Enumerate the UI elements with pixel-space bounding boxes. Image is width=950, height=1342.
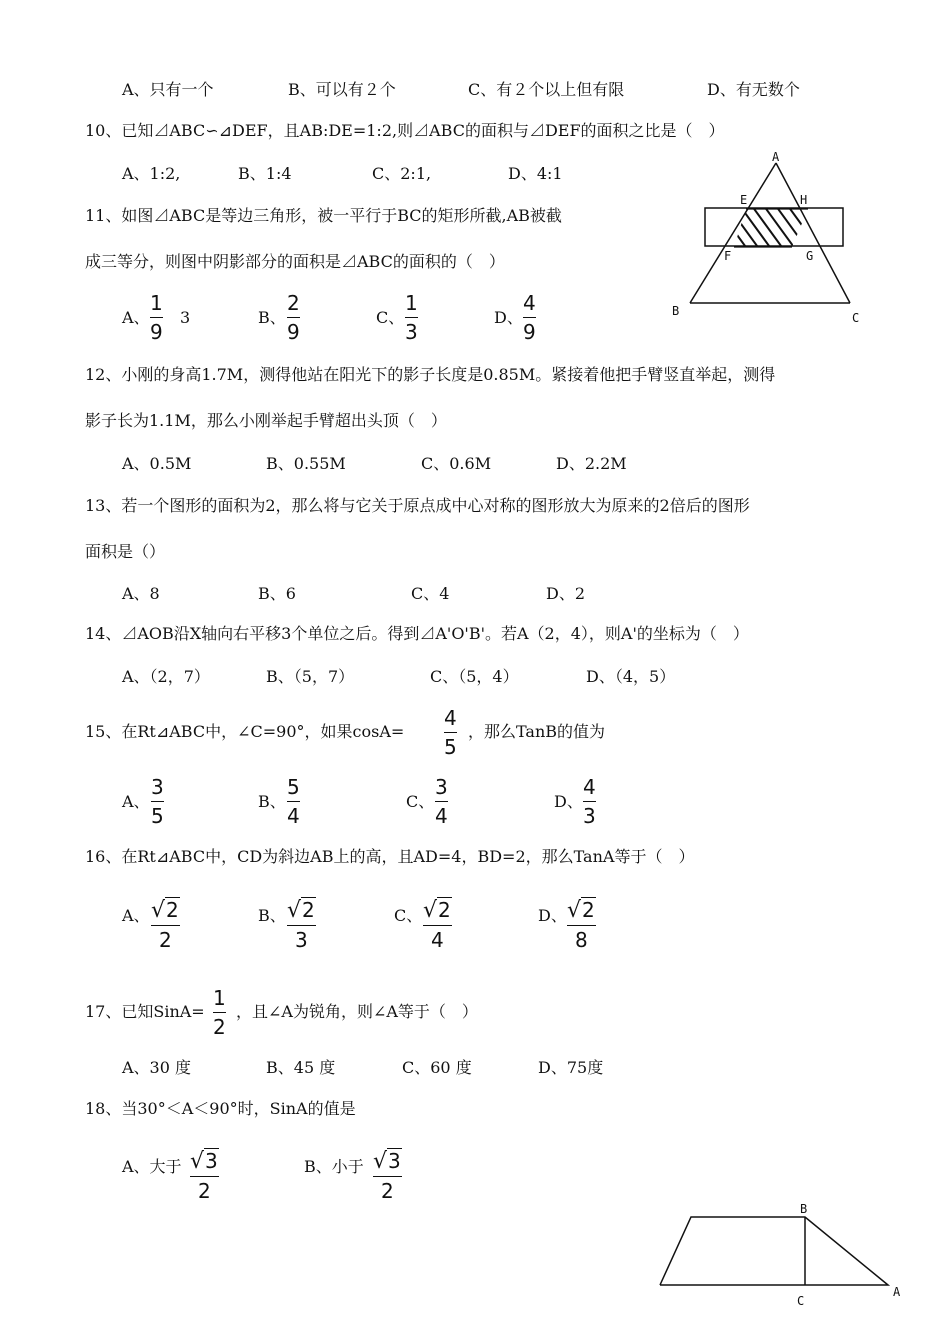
denominator: 2 [381,1179,394,1203]
q13-option-d: D、2 [546,584,586,603]
denominator: 5 [151,804,164,828]
numerator: 1 [150,291,163,315]
numerator: 3 [435,775,448,799]
q17-stem-a: 17、已知SinA= [85,1002,205,1021]
q11-option-a-fraction [150,291,163,344]
label-a: A [893,1285,901,1299]
q14-option-c: C、（5，4） [430,667,519,686]
q12-option-d: D、2.2M [556,454,627,473]
q16-option-b-label: B、 [258,906,286,925]
sqrt-numerator: √3 [190,1149,218,1174]
label-e: E [740,193,748,207]
sqrt-numerator: √2 [151,898,179,923]
denominator: 9 [150,320,163,344]
label-c: C [797,1294,805,1308]
sqrt-numerator: √3 [373,1149,401,1174]
denominator: 9 [287,320,300,344]
q9-option-d: D、有无数个 [707,80,800,99]
q11-triangle-figure [660,148,870,333]
q15-option-a-label: A、 [122,792,150,811]
q9-option-b: B、可以有２个 [288,80,396,99]
q10-option-a: A、1:2, [122,164,181,183]
denominator: 2 [213,1015,226,1039]
q17-option-c: C、60 度 [402,1058,472,1077]
q10-stem: 10、已知⊿ABC∽⊿DEF，且AB:DE=1:2,则⊿ABC的面积与⊿DEF的面积之比是（ ） [85,121,725,140]
sqrt-numerator: √2 [287,898,315,923]
q18-option-a-label: A、大于 [122,1157,182,1176]
q17-stem-fraction [213,986,226,1039]
q16-option-b-fraction [287,898,316,952]
q14-stem: 14、⊿AOB沿X轴向右平移3个单位之后。得到⊿A'O'B'。若A（2，4），则A'的坐标为（ ） [85,624,749,643]
q15-option-d-fraction [583,775,596,828]
q16-option-c-label: C、 [394,906,423,925]
label-c: C [852,311,860,325]
denominator: 2 [159,928,172,952]
q18-option-a-fraction [190,1149,219,1203]
q17-stem-b: ，且∠A为锐角，则∠A等于（ ） [236,1002,478,1021]
q16-option-c-fraction [423,898,452,952]
numerator: 4 [583,775,596,799]
q13-option-c: C、4 [411,584,450,603]
q9-option-c: C、有２个以上但有限 [468,80,625,99]
q14-option-a: A、（2，7） [122,667,210,686]
denominator: 9 [523,320,536,344]
q11-stray-digit: 3 [180,308,191,327]
denominator: 4 [287,804,300,828]
q10-option-d: D、4:1 [508,164,563,183]
label-b: B [800,1202,808,1216]
trapezoid-figure [650,1198,915,1313]
denominator: 3 [405,320,418,344]
denominator: 4 [435,804,448,828]
q16-option-d-fraction [567,898,596,952]
q9-option-a: A、只有一个 [122,80,214,99]
q11-option-a-label: A、 [122,308,150,327]
denominator: 5 [444,735,457,759]
q15-option-a-fraction [151,775,164,828]
q15-option-d-label: D、 [554,792,583,811]
q18-stem: 18、当30°＜A＜90°时，SinA的值是 [85,1099,356,1118]
q11-stem-line1: 11、如图⊿ABC是等边三角形，被一平行于BC的矩形所截,AB被截 [85,206,562,225]
q13-stem-line1: 13、若一个图形的面积为2，那么将与它关于原点成中心对称的图形放大为原来的2倍后的图形 [85,496,750,515]
numerator: 4 [444,706,457,730]
q14-option-d: D、（4，5） [586,667,676,686]
q18-option-b-fraction [373,1149,402,1203]
denominator: 4 [431,928,444,952]
q12-option-b: B、0.55M [266,454,346,473]
q13-option-a: A、8 [122,584,160,603]
numerator: 1 [213,986,226,1010]
q11-option-d-label: D、 [494,308,523,327]
numerator: 3 [151,775,164,799]
q12-option-c: C、0.6M [421,454,492,473]
q15-stem-fraction [444,706,457,759]
sqrt-numerator: √2 [423,898,451,923]
numerator: 1 [405,291,418,315]
trapezoid-outline [660,1217,888,1285]
q17-option-a: A、30 度 [122,1058,192,1077]
q18-option-b-label: B、小于 [304,1157,364,1176]
q17-option-d: D、75度 [538,1058,604,1077]
cutting-rectangle [705,208,843,246]
label-g: G [806,249,814,263]
q16-option-a-label: A、 [122,906,150,925]
side-ab [690,163,776,303]
q13-option-b: B、6 [258,584,296,603]
q16-option-a-fraction [151,898,180,952]
q14-option-b: B、（5，7） [266,667,355,686]
q12-stem-line1: 12、小刚的身高1.7M，测得他站在阳光下的影子长度是0.85M。紧接着他把手臂竖直举起，测得 [85,365,776,384]
q16-stem: 16、在Rt⊿ABC中，CD为斜边AB上的高，且AD=4，BD=2，那么TanA等于（ ） [85,847,695,866]
q11-option-c-fraction [405,291,418,344]
q10-option-c: C、2:1, [372,164,432,183]
shaded-region [716,206,820,250]
label-b: B [672,304,680,318]
numerator: 4 [523,291,536,315]
q11-option-b-label: B、 [258,308,286,327]
denominator: 3 [295,928,308,952]
q11-stem-line2: 成三等分，则图中阴影部分的面积是⊿ABC的面积的（ ） [85,252,505,271]
q15-stem-b: ，那么TanB的值为 [468,722,606,741]
q10-option-b: B、1:4 [238,164,292,183]
q15-option-b-label: B、 [258,792,286,811]
q11-option-c-label: C、 [376,308,405,327]
q13-stem-line2: 面积是（） [85,542,166,561]
denominator: 3 [583,804,596,828]
label-h: H [800,193,808,207]
q15-option-c-fraction [435,775,448,828]
denominator: 8 [575,928,588,952]
sqrt-numerator: √2 [567,898,595,923]
q17-option-b: B、45 度 [266,1058,336,1077]
numerator: 2 [287,291,300,315]
q11-option-d-fraction [523,291,536,344]
numerator: 5 [287,775,300,799]
label-a: A [772,150,780,164]
q12-stem-line2: 影子长为1.1M，那么小刚举起手臂超出头顶（ ） [85,411,447,430]
label-f: F [724,249,732,263]
q15-option-c-label: C、 [406,792,435,811]
q15-option-b-fraction [287,775,300,828]
denominator: 2 [198,1179,211,1203]
side-ac [776,163,850,303]
q16-option-d-label: D、 [538,906,567,925]
q12-option-a: A、0.5M [122,454,192,473]
q15-stem-a: 15、在Rt⊿ABC中，∠C=90°，如果cosA= [85,722,405,741]
q11-option-b-fraction [287,291,300,344]
